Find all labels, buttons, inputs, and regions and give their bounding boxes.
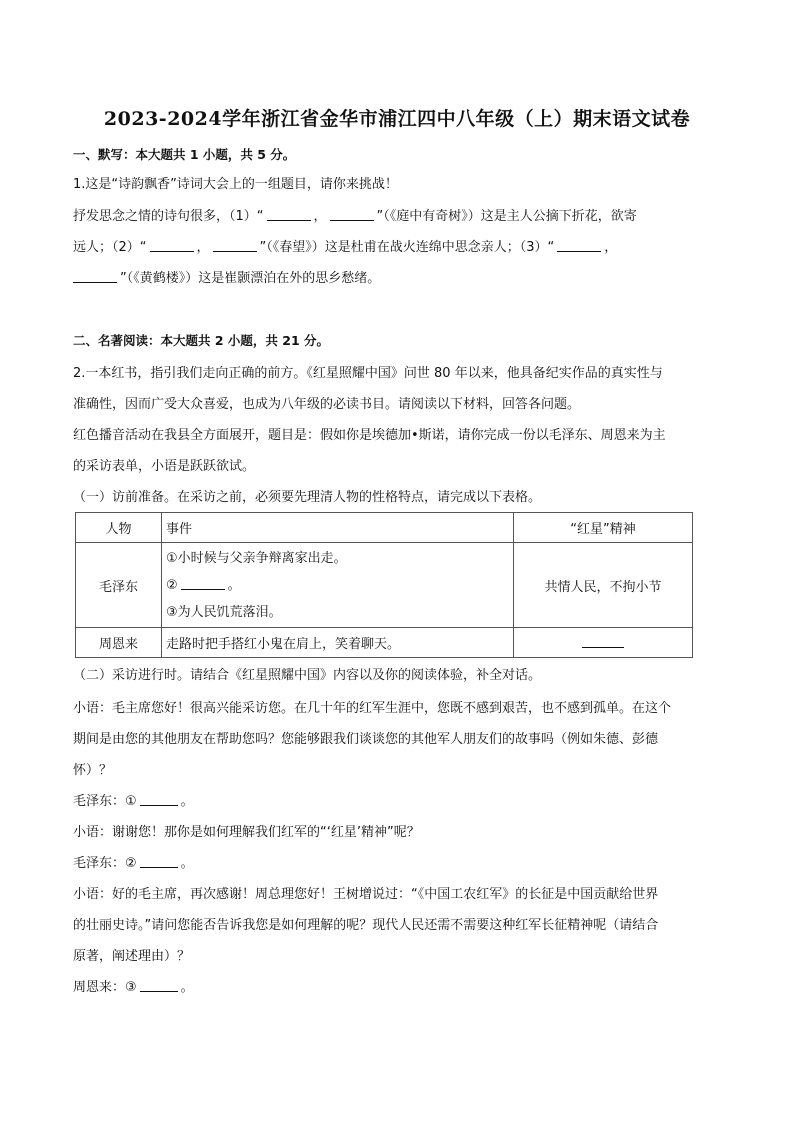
q1-text: ，: [313, 209, 327, 224]
q2-paragraph: 2.一本红书，指引我们走向正确的前方。《红星照耀中国》问世 80 年以来，他具备纪实作品的真实性与: [73, 366, 663, 381]
table-header-cell: “红星”精神: [514, 513, 693, 543]
answer-blank[interactable]: [181, 577, 225, 590]
q1-text: ，: [604, 240, 618, 255]
q1-stem: 1.这是“诗韵飘香”诗词大会上的一组题目，请你来挑战！: [73, 177, 398, 192]
answer-prefix: 周恩来：③: [73, 980, 137, 995]
answer-line: [73, 793, 194, 811]
event-item: ①小时候与父亲争辩离家出走。: [166, 550, 347, 566]
table-cell-spirit: [514, 628, 693, 658]
event-suffix: 。: [227, 577, 241, 593]
q1-text: ”（《庭中有奇树》）这是主人公摘下折花，欲寄: [376, 209, 637, 224]
answer-prefix: 毛泽东：②: [73, 856, 137, 871]
answer-blank[interactable]: [330, 208, 374, 221]
q1-text: 抒发思念之情的诗句很多，（1）“: [73, 209, 264, 224]
q2-paragraph: 准确性，因而广受大众喜爱，也成为八年级的必读书目。请阅读以下材料，回答各问题。: [73, 397, 581, 412]
character-table: [75, 512, 693, 658]
q1-line2: [73, 239, 617, 257]
table-cell-spirit: 共情人民，不拘小节: [514, 543, 693, 628]
dialogue-line: 期间是由您的其他朋友在帮助您吗？您能够跟我们谈谈您的其他军人朋友们的故事吗（例如朱德、彭德: [73, 732, 659, 747]
answer-suffix: 。: [180, 794, 194, 809]
table-row: [76, 543, 693, 628]
event-item: ③为人民饥荒落泪。: [166, 604, 282, 620]
event-prefix: ②: [166, 577, 178, 593]
dialogue-line: 小语：谢谢您！那你是如何理解我们红军的“‘红星’精神”呢？: [73, 825, 420, 840]
table-header-cell: 人物: [76, 513, 162, 543]
q1-text: 远人；（2）“: [73, 240, 147, 255]
answer-blank[interactable]: [140, 855, 178, 868]
exam-title: 2023-2024学年浙江省金华市浦江四中八年级（上）期末语文试卷: [103, 108, 691, 130]
table-header-row: [76, 513, 693, 543]
dialogue-line: 原著，阐述理由）？: [73, 949, 191, 964]
answer-blank[interactable]: [150, 239, 194, 252]
table-row: [76, 628, 693, 658]
q1-text: ，: [196, 240, 210, 255]
section2-heading: 二、名著阅读：本大题共 2 小题，共 21 分。: [73, 333, 330, 348]
q2-paragraph: 红色播音活动在我县全方面展开，题目是：假如你是埃德加•斯诺，请你完成一份以毛泽东、周恩来为主: [73, 428, 666, 443]
table-cell-person: 毛泽东: [76, 543, 162, 628]
dialogue-line: 的壮丽史诗。”请问您能否告诉我您是如何理解的呢？现代人民还需不需要这种红军长征精神呢（请结合: [73, 918, 659, 933]
section1-heading: 一、默写：本大题共 1 小题，共 5 分。: [73, 147, 296, 162]
dialogue-line: 小语：好的毛主席，再次感谢！周总理您好！王树增说过：“《中国工农红军》的长征是中国贡献给世界: [73, 887, 659, 902]
answer-blank[interactable]: [557, 239, 601, 252]
table-header-cell: 事件: [162, 513, 514, 543]
answer-blank[interactable]: [267, 208, 311, 221]
answer-blank[interactable]: [73, 270, 117, 283]
q2-paragraph: 的采访表单，小语是跃跃欲试。: [73, 459, 256, 474]
q1-line3: [73, 270, 380, 288]
table-cell-person: 周恩来: [76, 628, 162, 658]
dialogue-line: 怀）？: [73, 763, 113, 778]
event-item: [166, 572, 509, 599]
answer-line: [73, 979, 194, 997]
q1-text: ”（《春望》）这是杜甫在战火连绵中思念亲人；（3）“: [259, 240, 555, 255]
answer-prefix: 毛泽东：①: [73, 794, 137, 809]
answer-suffix: 。: [180, 856, 194, 871]
q1-text: ”（《黄鹤楼》）这是崔颢漂泊在外的思乡愁绪。: [120, 271, 381, 286]
answer-suffix: 。: [180, 980, 194, 995]
q1-line1: [73, 208, 637, 226]
answer-blank[interactable]: [213, 239, 257, 252]
q2-part2-instruction: （二）采访进行时。请结合《红星照耀中国》内容以及你的阅读体验，补全对话。: [73, 668, 542, 683]
answer-blank[interactable]: [140, 793, 178, 806]
answer-line: [73, 855, 194, 873]
dialogue-line: 小语：毛主席您好！很高兴能采访您。在几十年的红军生涯中，您既不感到艰苦，也不感到孤单。在这个: [73, 701, 672, 716]
q2-part1-instruction: （一）访前准备。在采访之前，必须要先理清人物的性格特点，请完成以下表格。: [73, 490, 542, 505]
answer-blank[interactable]: [140, 979, 178, 992]
table-cell-events: [162, 543, 514, 628]
answer-blank[interactable]: [582, 633, 624, 648]
table-cell-events: 走路时把手搭红小鬼在肩上，笑着聊天。: [162, 628, 514, 658]
